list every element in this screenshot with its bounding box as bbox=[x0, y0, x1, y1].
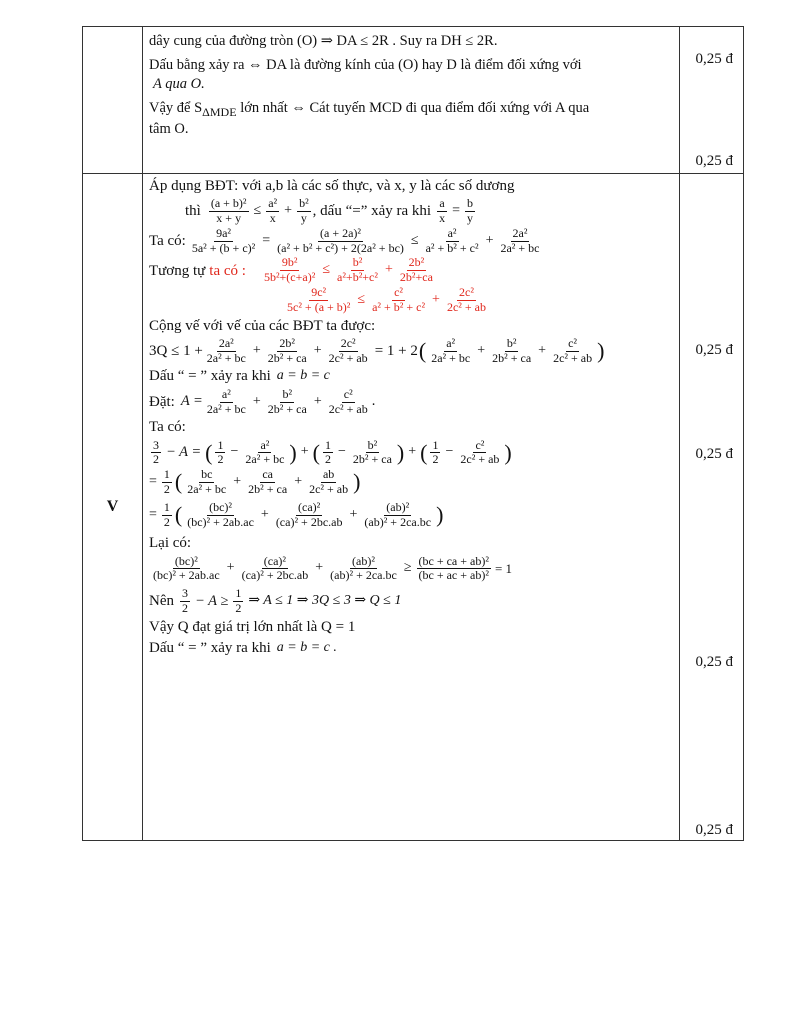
fraction: $\frac{\text{9a²}}{\text{5a² + (b + c)²}}$ bbox=[191, 225, 256, 255]
table-row bbox=[83, 27, 744, 174]
fraction: $\frac{\text{(ab)²}}{\text{(ab)² + 2ca.bc}}$ bbox=[330, 553, 397, 583]
answer-table bbox=[82, 26, 744, 841]
text-line: Lại có: bbox=[149, 535, 192, 552]
text-line: Áp dụng BĐT: với a,b là các số thực, và x, y là các số dương bbox=[149, 178, 515, 194]
fraction: $\frac{3}{2}$ bbox=[182, 586, 188, 615]
table-row bbox=[83, 174, 744, 841]
formula-row: = $\frac{1}{2}$ ( $\frac{\text{(bc)²}}{\text{(bc)² + 2ab.ac}}$ + $\frac{\text{(ca)²}}{\text{(ca)² + 2bc.ab}}$ + $\frac{\text{(ab)²}}{\text{(ab)² + 2ca.bc}}$ ) bbox=[149, 499, 444, 529]
fraction: $\frac{\text{a²}}{\text{2a² + bc}}$ bbox=[206, 386, 246, 416]
fraction: $\frac{1}{2}$ bbox=[324, 437, 331, 467]
fraction: $\frac{\text{c²}}{\text{2c² + ab}}$ bbox=[328, 386, 368, 416]
fraction: $\frac{\text{a²}}{\text{2a² + bc}}$ bbox=[431, 335, 471, 365]
score-value: 0,25 đ bbox=[695, 446, 733, 462]
fraction: $\frac{\text{(bc)²}}{\text{(bc)² + 2ab.ac}}$ bbox=[153, 553, 220, 583]
fraction: $\frac{\text{9c²}}{\text{5c² + (a + b)²}}$ bbox=[287, 285, 351, 314]
fraction: $\frac{\text{c²}}{\text{a² + b² + c²}}$ bbox=[372, 285, 426, 314]
fraction: $\frac{bc}{\text{2a² + bc}}$ bbox=[187, 467, 227, 496]
text-line: Vậy Q đạt giá trị lớn nhất là Q = 1 bbox=[149, 618, 356, 635]
fraction: $\frac{\text{b²}}{\text{2b² + ca}}$ bbox=[492, 335, 532, 365]
formula-row: Dấu “ = ” xảy ra khi a = b = c . bbox=[149, 639, 337, 657]
formula-row: $\frac{3}{2}$ − A = ( $\frac{1}{2}$ − $\frac{\text{a²}}{\text{2a² + bc}}$ ) + ( $\frac{1}{2}$ − $\frac{\text{b²}}{\text{2b² + ca}}$ ) + ( $\frac{1}{2}$ − $\frac{\text{c²}}{\text{2c² + ab}}$ ) bbox=[153, 437, 512, 467]
fraction: $\frac{\text{2b²}}{\text{2b² + ca}}$ bbox=[267, 335, 307, 365]
fraction: $\frac{\text{a²}}{x}$ bbox=[268, 196, 278, 226]
formula-row: Tương tự ta có : $\frac{\text{9b²}}{\text{5b²+(c+a)²}}$ ≤ $\frac{\text{b²}}{\text{a²+b²+c²}}$ + $\frac{\text{2b²}}{\text{2b²+ca}}$ bbox=[149, 255, 433, 285]
fraction: $\frac{\text{b²}}{\text{2b² + ca}}$ bbox=[267, 386, 307, 416]
text-line: Vậy để $S_{\Delta MDE}$ lớn nhất ⇔ Cát tuyến MCD đi qua điểm đối xứng với A qua bbox=[149, 99, 590, 119]
fraction: $\frac{\text{2a²}}{\text{2a² + bc}}$ bbox=[500, 225, 540, 255]
formula-row: $\frac{\text{(bc)²}}{\text{(bc)² + 2ab.ac}}$ + $\frac{\text{(ca)²}}{\text{(ca)² + 2bc.ab}}$ + $\frac{\text{(ab)²}}{\text{(ab)² + 2ca.bc}}$ ≥ $\frac{\text{(bc + ca + ab)²}}{\text{(bc + ac + ab)²}}$ = 1 bbox=[153, 553, 513, 583]
fraction: $\frac{b}{y}$ bbox=[467, 196, 473, 226]
fraction: $\frac{\text{(ca)²}}{\text{(ca)² + 2bc.ab}}$ bbox=[241, 553, 309, 583]
score-value: 0,25 đ bbox=[695, 342, 733, 358]
score-value: 0,25 đ bbox=[695, 51, 733, 67]
fraction: $\frac{a}{x}$ bbox=[439, 196, 446, 226]
formula-row: Ta có: $\frac{\text{9a²}}{\text{5a² + (b + c)²}}$ = $\frac{\text{(a + 2a)²}}{\text{(a² + b² + c²) + 2(2a² + bc)}}$ ≤ $\frac{\text{a²}}{\text{a² + b² + c²}}$ + $\frac{\text{2a²}}{\text{2a² + bc}}$ bbox=[149, 225, 540, 255]
formula-row: = $\frac{1}{2}$ ( $\frac{bc}{\text{2a² + bc}}$ + $\frac{ca}{\text{2b² + ca}}$ + $\frac{ab}{\text{2c² + ab}}$ ) bbox=[149, 467, 361, 496]
text-line: Ta có: bbox=[149, 419, 186, 436]
answer-table-frame bbox=[82, 26, 743, 841]
fraction: $\frac{\text{9b²}}{\text{5b²+(c+a)²}}$ bbox=[263, 255, 316, 285]
text-line: tâm O. bbox=[149, 120, 189, 137]
solution-cell bbox=[143, 27, 680, 174]
text-line: A qua O. bbox=[153, 76, 205, 93]
fraction: $\frac{\text{2a²}}{\text{2a² + bc}}$ bbox=[206, 335, 246, 365]
question-label: V bbox=[83, 174, 143, 841]
fraction: $\frac{\text{(bc)²}}{\text{(bc)² + 2ab.ac}}$ bbox=[187, 499, 254, 529]
fraction: $\frac{\text{(bc + ca + ab)²}}{\text{(bc + ac + ab)²}}$ bbox=[418, 553, 489, 583]
formula-row: 3Q ≤ 1 + $\frac{\text{2a²}}{\text{2a² + bc}}$ + $\frac{\text{2b²}}{\text{2b² + ca}}$ + $\frac{\text{2c²}}{\text{2c² + ab}}$ = 1 + 2 ( $\frac{\text{a²}}{\text{2a² + bc}}$ + $\frac{\text{b²}}{\text{2b² + ca}}$ + $\frac{\text{c²}}{\text{2c² + ab}}$ ) bbox=[149, 335, 605, 365]
text-line: Dấu bằng xảy ra ⇔ DA là đường kính của (O) hay D là điểm đối xứng với bbox=[149, 56, 582, 73]
text-line: Cộng vế với vế của các BĐT ta được: bbox=[149, 317, 376, 334]
fraction: $\frac{\text{2c²}}{\text{2c² + ab}}$ bbox=[328, 335, 368, 365]
fraction: $\frac{1}{2}$ bbox=[163, 467, 170, 496]
fraction: $\frac{3}{2}$ bbox=[153, 437, 159, 467]
text-line: dây cung của đường tròn (O) ⇒ DA ≤ 2R . Suy ra DH ≤ 2R. bbox=[149, 33, 498, 49]
fraction: $\frac{\text{2c²}}{\text{2c² + ab}}$ bbox=[446, 285, 486, 314]
fraction: $\frac{1}{2}$ bbox=[235, 586, 242, 615]
fraction: $\frac{\text{a²}}{\text{2a² + bc}}$ bbox=[245, 437, 285, 467]
formula-row: Đặt: A = $\frac{\text{a²}}{\text{2a² + bc}}$ + $\frac{\text{b²}}{\text{2b² + ca}}$ + $\frac{\text{c²}}{\text{2c² + ab}}$ . bbox=[149, 386, 376, 416]
fraction: $\frac{\text{c²}}{\text{2c² + ab}}$ bbox=[460, 437, 500, 467]
fraction: $\frac{1}{2}$ bbox=[163, 499, 170, 529]
fraction: $\frac{\text{(a + b)²}}{x + y}$ bbox=[210, 196, 247, 226]
formula-row: $\frac{\text{9c²}}{\text{5c² + (a + b)²}}$ ≤ $\frac{\text{c²}}{\text{a² + b² + c²}}$ + $\frac{\text{2c²}}{\text{2c² + ab}}$ bbox=[287, 285, 486, 314]
fraction: $\frac{\text{c²}}{\text{2c² + ab}}$ bbox=[553, 335, 593, 365]
score-value: 0,25 đ bbox=[695, 822, 733, 838]
fraction: $\frac{\text{b²}}{\text{2b² + ca}}$ bbox=[352, 437, 392, 467]
fraction: $\frac{1}{2}$ bbox=[432, 437, 439, 467]
formula-row: Dấu “ = ” xảy ra khi a = b = c bbox=[149, 368, 330, 385]
formula-row: Nên $\frac{3}{2}$ − A ≥ $\frac{1}{2}$ ⇒ A ≤ 1 ⇒ 3Q ≤ 3 ⇒ Q ≤ 1 bbox=[149, 586, 402, 615]
fraction: $\frac{\text{b²}}{\text{a²+b²+c²}}$ bbox=[337, 255, 378, 285]
question-label-cell bbox=[83, 27, 143, 174]
score-value: 0,25 đ bbox=[695, 153, 733, 169]
fraction: $\frac{\text{a²}}{\text{a² + b² + c²}}$ bbox=[425, 225, 479, 255]
formula-row: thì $\frac{\text{(a + b)²}}{x + y}$ ≤ $\frac{\text{a²}}{x}$ + $\frac{\text{b²}}{y}$ , dấu “=” xảy ra khi $\frac{a}{x}$ = $\frac{b}{y}$ bbox=[185, 196, 473, 226]
score-cell bbox=[680, 27, 744, 174]
solution-cell bbox=[143, 174, 680, 841]
score-value: 0,25 đ bbox=[695, 654, 733, 670]
fraction: $\frac{ca}{\text{2b² + ca}}$ bbox=[248, 467, 288, 496]
fraction: $\frac{\text{(ab)²}}{\text{(ab)² + 2ca.bc}}$ bbox=[364, 499, 432, 529]
fraction: $\frac{\text{(ca)²}}{\text{(ca)² + 2bc.ab}}$ bbox=[275, 499, 343, 529]
fraction: $\frac{1}{2}$ bbox=[217, 437, 224, 467]
score-cell bbox=[680, 174, 744, 841]
fraction: $\frac{\text{(a + 2a)²}}{\text{(a² + b² + c²) + 2(2a² + bc)}}$ bbox=[277, 225, 404, 255]
fraction: $\frac{\text{2b²}}{\text{2b²+ca}}$ bbox=[399, 255, 433, 285]
fraction: $\frac{\text{b²}}{y}$ bbox=[299, 196, 309, 226]
fraction: $\frac{ab}{\text{2c² + ab}}$ bbox=[309, 467, 349, 496]
